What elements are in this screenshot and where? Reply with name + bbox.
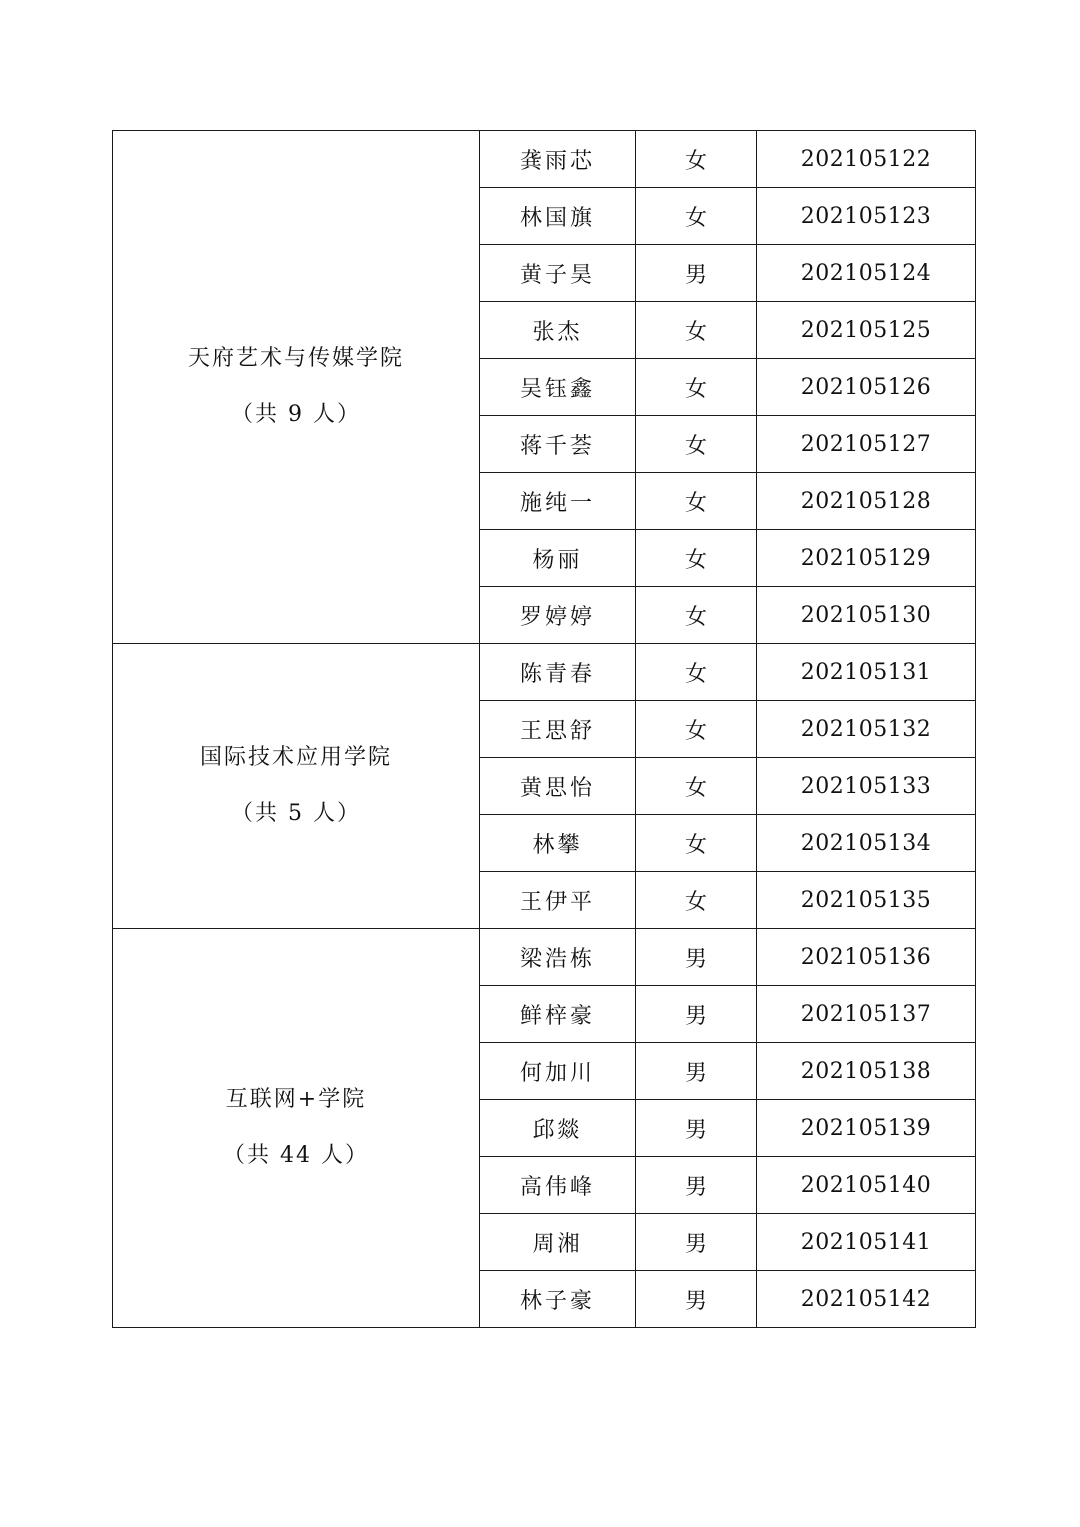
student-id: 202105140: [757, 1157, 976, 1214]
student-gender: 女: [636, 872, 757, 929]
student-id: 202105125: [757, 302, 976, 359]
student-name: 陈青春: [480, 644, 636, 701]
student-id: 202105127: [757, 416, 976, 473]
student-name: 吴钰鑫: [480, 359, 636, 416]
student-roster-table: [112, 130, 976, 1328]
student-id: 202105122: [757, 131, 976, 188]
student-name: 鲜梓豪: [480, 986, 636, 1043]
student-id: 202105124: [757, 245, 976, 302]
student-name: 王伊平: [480, 872, 636, 929]
student-gender: 女: [636, 131, 757, 188]
student-id: 202105132: [757, 701, 976, 758]
student-name: 王思舒: [480, 701, 636, 758]
student-id: 202105139: [757, 1100, 976, 1157]
student-name: 周湘: [480, 1214, 636, 1271]
college-name: 国际技术应用学院: [199, 745, 392, 770]
college-cell: [113, 644, 480, 929]
student-gender: 女: [636, 701, 757, 758]
college-cell: [113, 131, 480, 644]
student-gender: 男: [636, 245, 757, 302]
student-name: 林国旗: [480, 188, 636, 245]
student-id: 202105128: [757, 473, 976, 530]
student-name: 杨丽: [480, 530, 636, 587]
student-id: 202105133: [757, 758, 976, 815]
student-id: 202105123: [757, 188, 976, 245]
student-name: 梁浩栋: [480, 929, 636, 986]
student-gender: 男: [636, 1271, 757, 1328]
student-gender: 女: [636, 188, 757, 245]
roster-body: [113, 131, 976, 1328]
college-name: 互联网+学院: [225, 1087, 367, 1112]
student-gender: 男: [636, 1214, 757, 1271]
student-gender: 女: [636, 473, 757, 530]
student-gender: 女: [636, 359, 757, 416]
student-name: 黄子昊: [480, 245, 636, 302]
student-id: 202105131: [757, 644, 976, 701]
student-name: 黄思怡: [480, 758, 636, 815]
student-gender: 女: [636, 302, 757, 359]
student-gender: 男: [636, 1100, 757, 1157]
college-cell: [113, 929, 480, 1328]
student-id: 202105141: [757, 1214, 976, 1271]
college-name: 天府艺术与传媒学院: [187, 346, 404, 371]
student-gender: 女: [636, 530, 757, 587]
table-row: [113, 644, 976, 701]
student-name: 张杰: [480, 302, 636, 359]
student-gender: 女: [636, 758, 757, 815]
student-gender: 男: [636, 1043, 757, 1100]
student-name: 林子豪: [480, 1271, 636, 1328]
student-gender: 女: [636, 416, 757, 473]
student-id: 202105138: [757, 1043, 976, 1100]
student-id: 202105137: [757, 986, 976, 1043]
student-name: 何加川: [480, 1043, 636, 1100]
student-gender: 男: [636, 986, 757, 1043]
student-id: 202105130: [757, 587, 976, 644]
student-gender: 女: [636, 644, 757, 701]
student-name: 高伟峰: [480, 1157, 636, 1214]
student-id: 202105142: [757, 1271, 976, 1328]
college-count: （共 44 人）: [223, 1143, 369, 1168]
student-id: 202105136: [757, 929, 976, 986]
student-name: 罗婷婷: [480, 587, 636, 644]
student-name: 邱燚: [480, 1100, 636, 1157]
student-id: 202105126: [757, 359, 976, 416]
student-id: 202105134: [757, 815, 976, 872]
student-id: 202105135: [757, 872, 976, 929]
table-row: [113, 929, 976, 986]
table-row: [113, 131, 976, 188]
student-gender: 女: [636, 815, 757, 872]
student-name: 施纯一: [480, 473, 636, 530]
student-gender: 女: [636, 587, 757, 644]
college-count: （共 9 人）: [231, 402, 361, 427]
student-name: 蒋千荟: [480, 416, 636, 473]
student-name: 龚雨芯: [480, 131, 636, 188]
student-gender: 男: [636, 929, 757, 986]
student-name: 林攀: [480, 815, 636, 872]
student-id: 202105129: [757, 530, 976, 587]
student-gender: 男: [636, 1157, 757, 1214]
college-count: （共 5 人）: [231, 801, 361, 826]
